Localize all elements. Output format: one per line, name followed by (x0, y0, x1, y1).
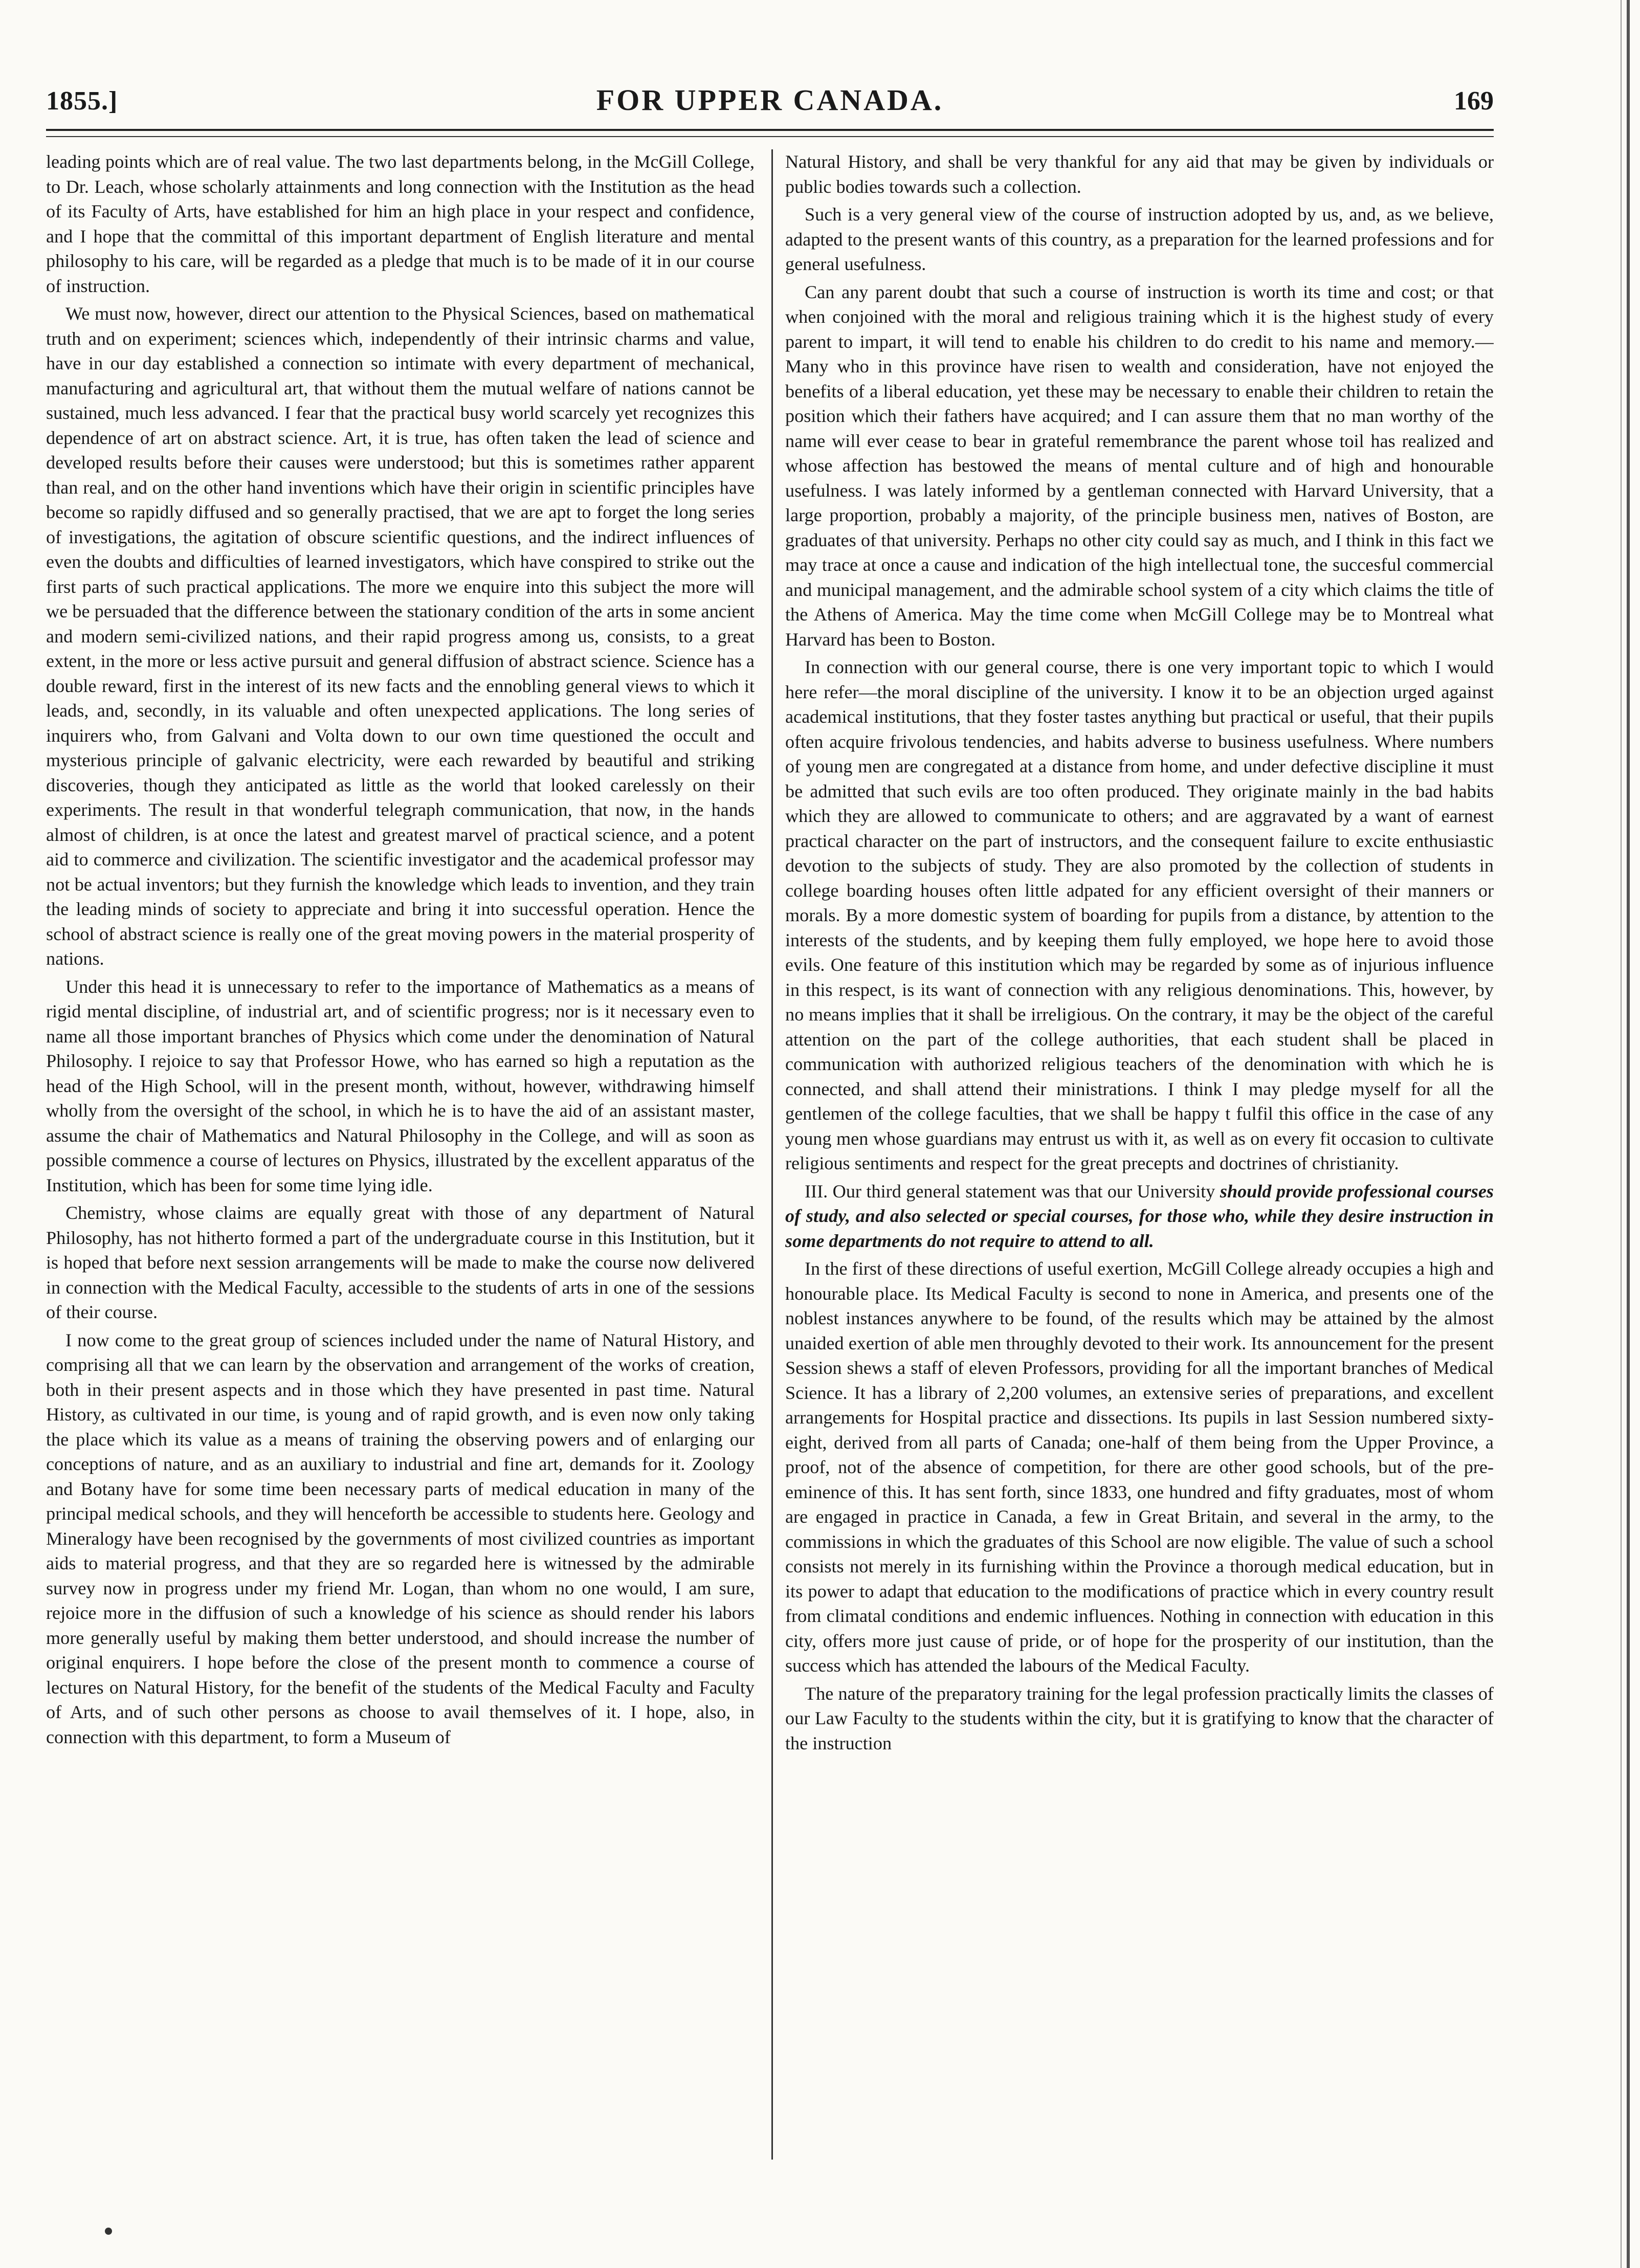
header-title: FOR UPPER CANADA. (596, 83, 944, 117)
paragraph: leading points which are of real value. The two last departments belong, in the McGill College, to Dr. Leach, whose scholarly attainments and long connection with the Institution as the head of its Faculty of Arts, have established for him an high place in your respect and confidence, and I hope that the committal of this important department of English literature and mental philosophy to his care, will be regarded as a pledge that much is to be made of it in our course of instruction. (46, 151, 755, 296)
page-number: 169 (1454, 86, 1494, 116)
paragraph: Can any parent doubt that such a course of instruction is worth its time and cost; or that when conjoined with the moral and religious training which it is the highest study of every parent to impart, it will tend to enable his children to do credit to his name and memory.— Many who in this province have risen to wealth and consideration, have not enjoyed the benefits of a liberal education, yet these may be necessary to enable their children to retain the position which their fathers have acquired; and I can assure them that no man worthy of the name will ever cease to bear in grateful remembrance the parent whose toil has realized and whose affection has bestowed the means of mental culture and of high and honourable usefulness. I was lately informed by a gentleman connected with Harvard University, that a large proportion, probably a majority, of the principle business men, natives of Boston, are graduates of that university. Perhaps no other city could say as much, and I think in this fact we may trace at once a cause and indication of the high intellectual tone, the succesful commercial and municipal management, and the admirable school system of a city which claims the title of the Athens of America. May the time come when McGill College may be to Montreal what Harvard has been to Boston. (785, 281, 1494, 650)
header-rule (46, 129, 1494, 131)
paragraph: In connection with our general course, there is one very important topic to which I would here refer—the moral discipline of the university. I know it to be an objection urged against academical institutions, that they foster tastes anything but practical or useful, that their pupils often acquire frivolous tendencies, and habits adverse to business usefulness. Where numbers of young men are congregated at a distance from home, and under defective discipline it must be admitted that such evils are too often produced. They originate mainly in the bad habits which they are allowed to communicate to others; and are aggravated by a want of earnest practical character on the part of instructors, and the consequent failure to excite enthusiastic devotion to the subjects of study. They are also promoted by the collection of students in college boarding houses often little adpated for any efficient oversight of their manners or morals. By a more domestic system of boarding for pupils from a distance, by attention to the interests of the students, and by keeping them fully employed, we hope here to avoid those evils. One feature of this institution which may be regarded by some as of injurious influence in this respect, is its want of connection with any religious denominations. This, however, by no means implies that it shall be irreligious. On the contrary, it may be the object of the careful attention on the part of the college authorities, that each student shall be placed in communication with authorized religious teachers of the denomination with which he is connected, and shall attend their ministrations. I think I may pledge myself for all the gentlemen of the college faculties, that we shall be happy t fulfil this office in the case of any young men whose guardians may entrust us with it, as well as on every fit occasion to cultivate religious sentiments and respect for the great precepts and doctrines of christianity. (785, 657, 1494, 1173)
right-column (785, 149, 1494, 2165)
left-column (46, 149, 755, 2165)
statement-intro: III. Our third general statement was that our University (805, 1181, 1215, 1202)
header-rule-thin (46, 136, 1494, 137)
paragraph: Natural History, and shall be very thankful for any aid that may be given by individuals or public bodies towards such a collection. (785, 151, 1494, 197)
paragraph: Under this head it is unnecessary to refer to the importance of Mathematics as a means of rigid mental discipline, of industrial art, and of scientific progress; nor is it necessary even to name all those important branches of Physics which come under the denomination of Natural Philosophy. I rejoice to say that Professor Howe, who has earned so high a reputation as the head of the High School, will in the present month, without, however, withdrawing himself wholly from the oversight of the school, in which he is to have the aid of an assistant master, assume the chair of Mathematics and Natural Philosophy in the College, and will as soon as possible commence a course of lectures on Physics, illustrated by the excellent apparatus of the Institution, which has been for some time lying idle. (46, 976, 755, 1195)
ink-mark (105, 2228, 112, 2235)
binding-edge (1627, 0, 1630, 2268)
column-divider (771, 149, 773, 2160)
statement-italic: should provide professional courses of study, and also selected or special courses, for those who, while they desire instruction in some departments do not require to attend to all. (785, 1181, 1494, 1251)
paragraph: I now come to the great group of sciences included under the name of Natural History, and comprising all that we can learn by the observation and arrangement of the works of creation, both in their present aspects and in those which they have presented in past time. Natural History, as cultivated in our time, is young and of rapid growth, and is even now only taking the place which its value as a means of training the observing powers and of enlarging our conceptions of nature, and as an auxiliary to industrial and fine art, demands for it. Zoology and Botany have for some time been necessary parts of medical education in many of the principal medical schools, and they will henceforth be accessible to students here. Geology and Mineralogy have been recognised by the governments of most civilized countries as important aids to material progress, and that they are so regarded here is witnessed by the admirable survey now in progress under my friend Mr. Logan, than whom no one would, I am sure, rejoice more in the diffusion of such a knowledge of his science as should render his labors more generally useful by making them better understood, and should increase the number of original enquirers. I hope before the close of the present month to commence a course of lectures on Natural History, for the benefit of the students of the Medical Faculty and Faculty of Arts, and of such other persons as choose to avail themselves of it. I hope, also, in connection with this department, to form a Museum of (46, 1329, 755, 1747)
header-year: 1855.] (46, 86, 118, 116)
paragraph: In the first of these directions of useful exertion, McGill College already occupies a high and honourable place. Its Medical Faculty is second to none in America, and presents one of the noblest instances anywhere to be found, of the results which may be attained by the almost unaided exertion of able men throughly devoted to their work. Its announcement for the present Session shews a staff of eleven Professors, providing for all the important branches of Medical Science. It has a library of 2,200 volumes, an extensive series of preparations, and excellent arrangements for Hospital practice and dissections. Its pupils in last Session numbered sixty-eight, derived from all parts of Canada; one-half of them being from the Upper Province, a proof, not of the absence of competition, for there are other good schools, but of the pre-eminence of this. It has sent forth, since 1833, one hundred and fifty graduates, most of whom are engaged in practice in Canada, a few in Great Britain, and several in the army, to the commissions in which the graduates of this School are now eligible. The value of such a school consists not merely in its furnishing within the Province a thorough medical education, but in its power to adapt that education to the modifications of practice which in every country result from climatal conditions and endemic influences. Nothing in connection with education in this city, offers more just cause of pride, or of hope for the prosperity of our institution, than the success which has attended the labours of the Medical Faculty. (785, 1258, 1494, 1676)
running-head (46, 77, 1494, 128)
paragraph: We must now, however, direct our attention to the Physical Sciences, based on mathematical truth and on experiment; sciences which, independently of their intrinsic charms and value, have in our day established a connection so intimate with every department of mechanical, manufacturing and agricultural art, that without them the mutual welfare of nations cannot be sustained, much less advanced. I fear that the practical busy world scarcely yet recognizes this dependence of art on abstract science. Art, it is true, has often taken the lead of science and developed results before their causes were understood; but this is sometimes rather apparent than real, and on the other hand inventions which have their origin in scientific principles have become so rapidly diffused and so generally practised, that we are apt to forget the long series of investigations, the agitation of obscure scientific questions, and the indirect influences of even the doubts and difficulties of learned investigators, which have conspired to strike out the first parts of such practical applications. The more we enquire into this subject the more will we be persuaded that the difference between the stationary condition of the arts in some ancient and modern semi-civilized nations, and their rapid progress among us, consists, to a great extent, in the more or less active pursuit and general diffusion of abstract science. Science has a double reward, first in the interest of its new facts and the ennobling general views to which it leads, and, secondly, in its valuable and often unexpected applications. The long series of inquirers who, from Galvani and Volta down to our own time questioned the occult and mysterious principle of galvanic electricity, were each rewarded by beautiful and striking discoveries, though they anticipated as little as the world that looked carelessly on their experiments. The result in that wonderful telegraph communication, that now, in the hands almost of children, is at once the latest and greatest marvel of practical science, and a potent aid to commerce and civilization. The scientific investigator and the academical professor may not be actual inventors; but they furnish the knowledge which leads to invention, and they train the leading minds of society to appreciate and bring it into successful operation. Hence the school of abstract science is really one of the great moving powers in the material prosperity of nations. (46, 303, 755, 969)
paragraph: Chemistry, whose claims are equally great with those of any department of Natural Philosophy, has not hitherto formed a part of the undergraduate course in this Institution, but it is hoped that before next session arrangements will be made to make the course now delivered in connection with the Medical Faculty, accessible to the students of arts in one of the sessions of their course. (46, 1203, 755, 1322)
paragraph: Such is a very general view of the course of instruction adopted by us, and, as we believe, adapted to the present wants of this country, as a preparation for the learned professions and for general usefulness. (785, 204, 1494, 274)
binding-edge-thin (1621, 0, 1622, 2268)
paragraph: The nature of the preparatory training for the legal profession practically limits the classes of our Law Faculty to the students within the city, but it is gratifying to know that the character of the instruction (785, 1683, 1494, 1753)
paragraph (785, 1179, 1494, 1254)
